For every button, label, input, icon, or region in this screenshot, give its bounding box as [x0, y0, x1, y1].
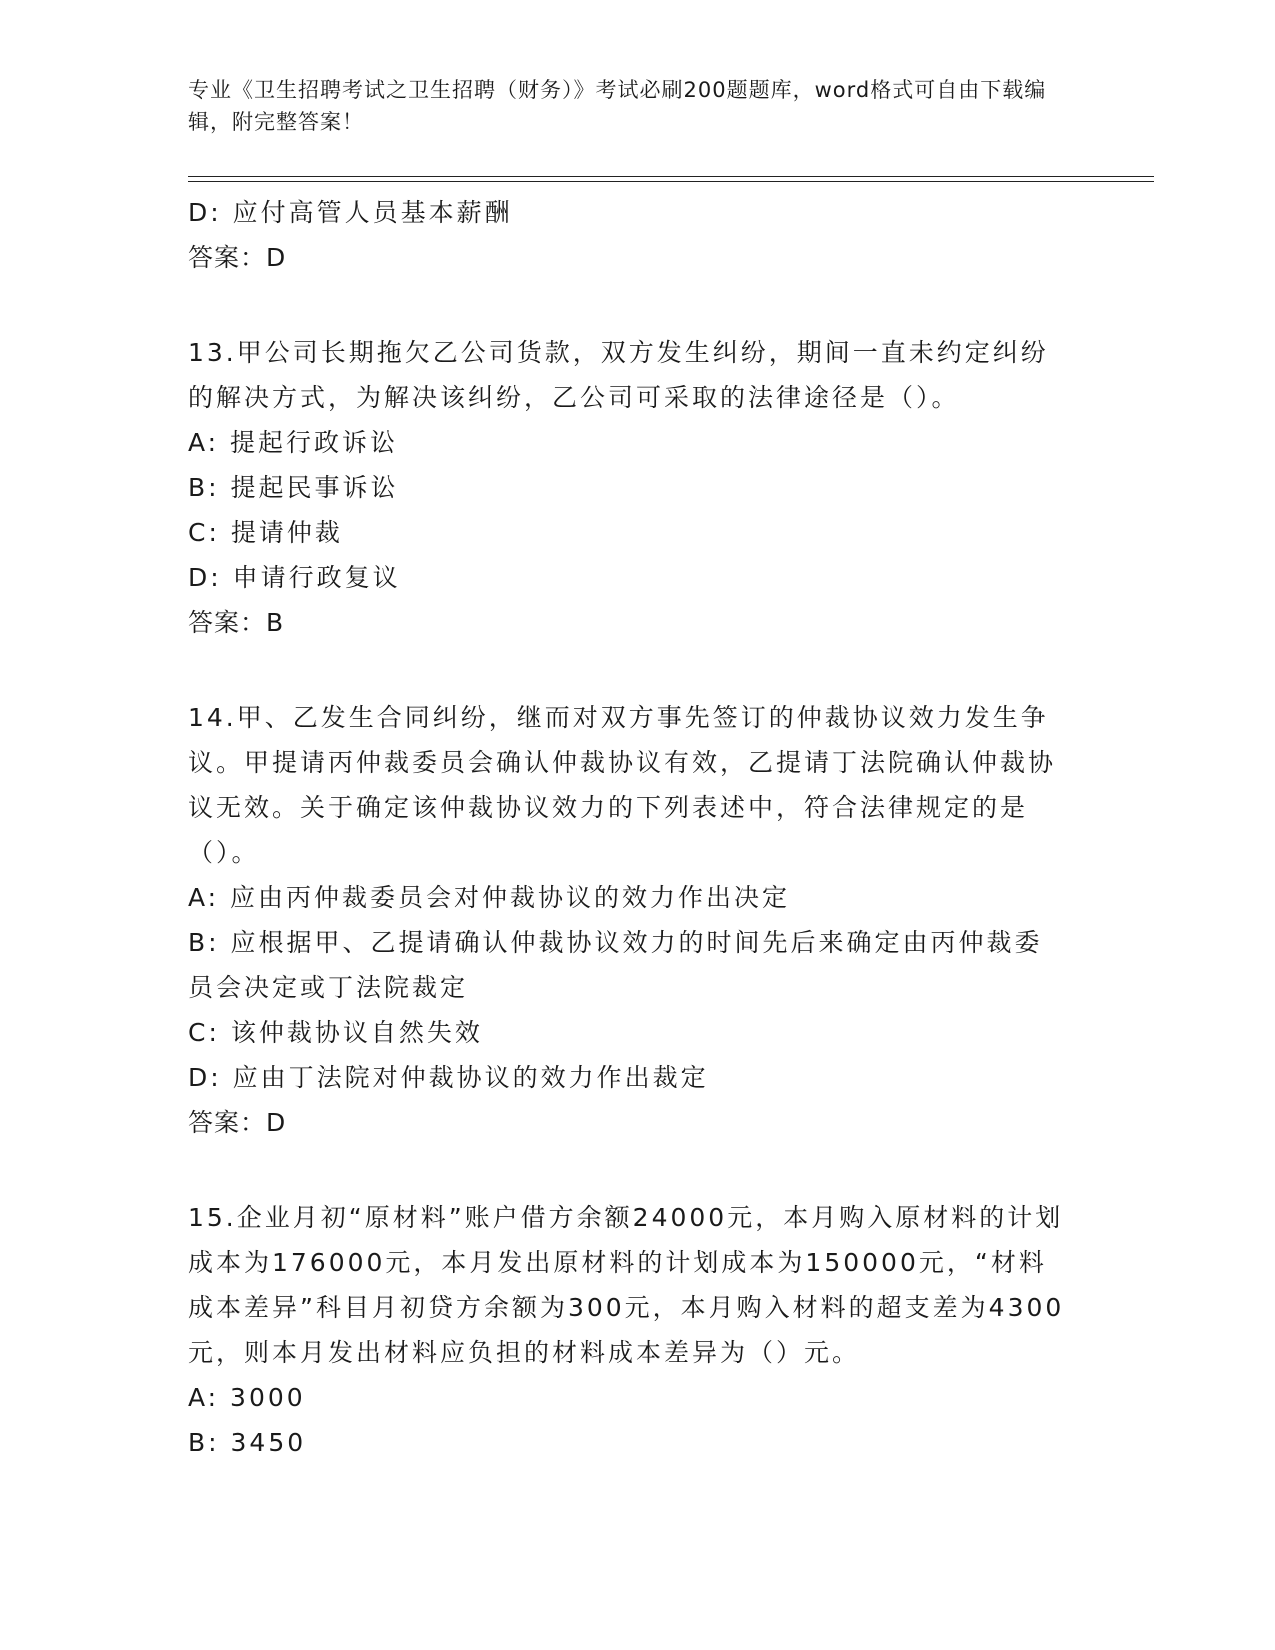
question-stem: 14.甲、乙发生合同纠纷，继而对双方事先签订的仲裁协议效力发生争议。甲提请丙仲裁委员会确认仲裁协议有效，乙提请丁法院确认仲裁协议无效。关于确定该仲裁协议效力的下列表述中，符合法律规定的是（）。	[188, 703, 1057, 867]
option-b: B: 提起民事诉讼	[188, 473, 399, 502]
question-content	[188, 190, 1068, 1465]
option-d: D: 应由丁法院对仲裁协议的效力作出裁定	[188, 1063, 709, 1092]
answer: 答案：D	[188, 1108, 287, 1137]
spacer	[188, 645, 1068, 695]
prev-option-d: D: 应付高管人员基本薪酬	[188, 198, 513, 227]
question-14	[188, 695, 1068, 1145]
spacer	[188, 1145, 1068, 1195]
option-a: A: 应由丙仲裁委员会对仲裁协议的效力作出决定	[188, 883, 791, 912]
option-d: D: 申请行政复议	[188, 563, 401, 592]
header-divider-bottom	[188, 181, 1154, 182]
prev-answer: 答案：D	[188, 243, 287, 272]
question-stem: 15.企业月初“原材料”账户借方余额24000元，本月购入原材料的计划成本为176000元，本月发出原材料的计划成本为150000元，“材料成本差异”科目月初贷方余额为300元，本月购入材料的超支差为4300元，则本月发出材料应负担的材料成本差异为（）元。	[188, 1203, 1065, 1367]
option-c: C: 提请仲裁	[188, 518, 343, 547]
question-13	[188, 330, 1068, 645]
question-15	[188, 1195, 1068, 1465]
option-b: B: 3450	[188, 1428, 307, 1457]
spacer	[188, 280, 1068, 330]
answer: 答案：B	[188, 608, 285, 637]
header-divider-top	[188, 176, 1154, 177]
option-b: B: 应根据甲、乙提请确认仲裁协议效力的时间先后来确定由丙仲裁委员会决定或丁法院裁定	[188, 928, 1043, 1002]
document-header: 专业《卫生招聘考试之卫生招聘（财务）》考试必刷200题题库，word格式可自由下载编辑，附完整答案！	[188, 78, 1047, 134]
option-c: C: 该仲裁协议自然失效	[188, 1018, 483, 1047]
question-stem: 13.甲公司长期拖欠乙公司货款，双方发生纠纷，期间一直未约定纠纷的解决方式，为解决该纠纷，乙公司可采取的法律途径是（）。	[188, 338, 1049, 412]
option-a: A: 提起行政诉讼	[188, 428, 399, 457]
option-a: A: 3000	[188, 1383, 306, 1412]
